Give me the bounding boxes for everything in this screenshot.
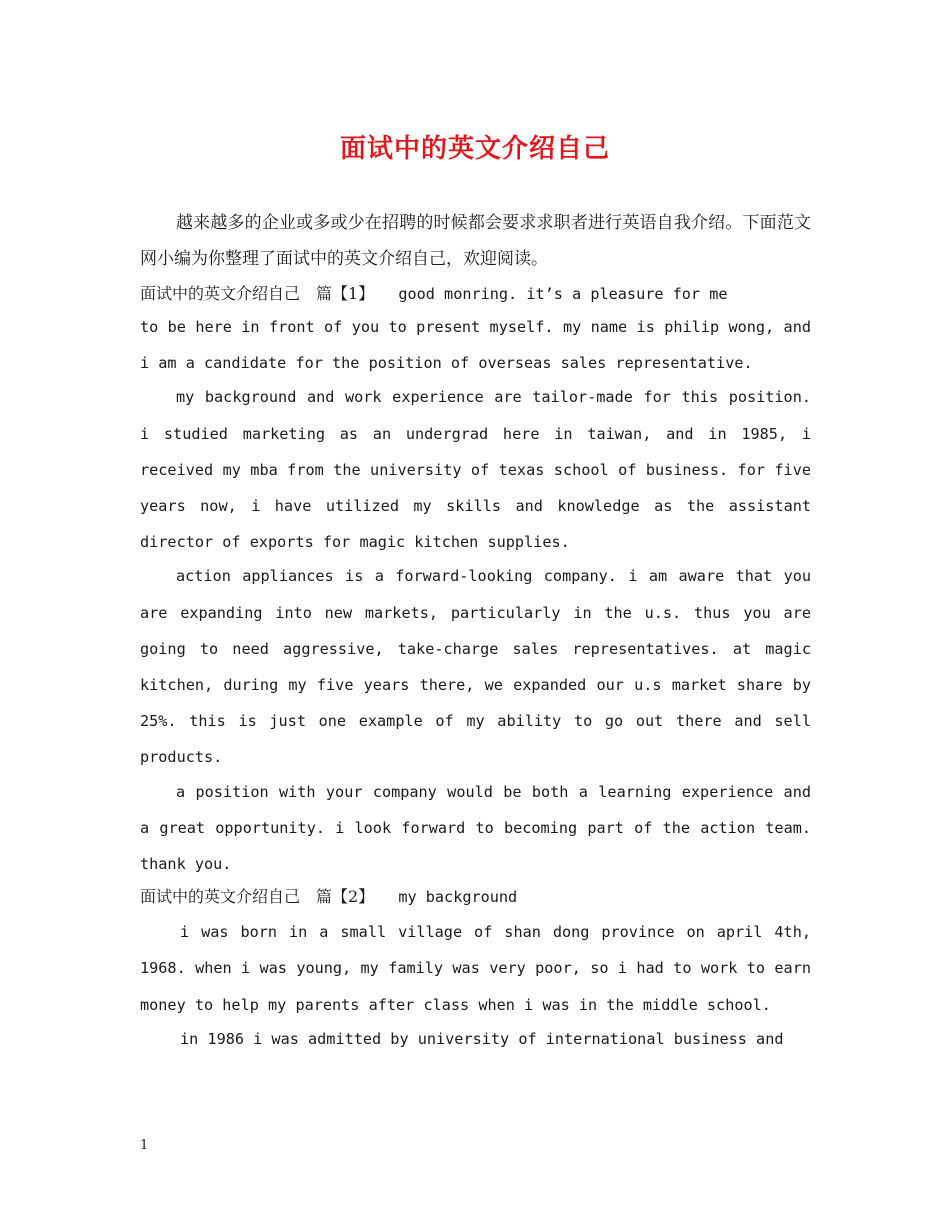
- section-1-paragraph-1: to be here in front of you to present myself. my name is philip wong, and i am a candidate for the position of overseas sales representative.: [140, 318, 811, 373]
- section-1-paragraph-3: action appliances is a forward-looking company. i am aware that you are expanding into new markets, particularly in the u.s. thus you are going to need aggressive, take-charge sales representatives. at magic kitchen, during my five years there, we expanded our u.s market share by 25%. this is just one example of my ability to go out there and sell products.: [140, 567, 811, 767]
- section-1-heading-en: good monring. it’s a pleasure for me: [398, 285, 728, 303]
- section-2-heading-en: my background: [398, 888, 518, 907]
- section-2-heading-cn: 面试中的英文介绍自己 篇【2】: [140, 887, 375, 907]
- document-title: 面试中的英文介绍自己: [339, 134, 610, 164]
- section-2-paragraph-1: i was born in a small village of shan dong province on april 4th, 1968. when i was young, my family was very poor, so i had to work to earn money to help my parents after class when i was in the middle school.: [140, 923, 811, 1014]
- section-1-paragraph-4: a position with your company would be both a learning experience and a great opportunity. i look forward to becoming part of the action team. thank you.: [140, 782, 811, 874]
- section-2-heading: [140, 880, 811, 914]
- section-1-heading: [140, 277, 811, 311]
- document-body: [140, 205, 811, 1057]
- section-1-heading-cn: 面试中的英文介绍自己 篇【1】: [140, 284, 375, 303]
- page-number: 1: [140, 1138, 149, 1153]
- intro-paragraph: 越来越多的企业或多或少在招聘的时候都会要求求职者进行英语自我介绍。下面范文网小编为你整理了面试中的英文介绍自己，欢迎阅读。: [140, 213, 811, 269]
- section-2-paragraph-2: in 1986 i was admitted by university of international business and: [180, 1029, 784, 1048]
- section-1-paragraph-2: my background and work experience are tailor-made for this position. i studied marketing as an undergrad here in taiwan, and in 1985, i received my mba from the university of texas school of business. for five years now, i have utilized my skills and knowledge as the assistant director of exports for magic kitchen supplies.: [140, 388, 811, 552]
